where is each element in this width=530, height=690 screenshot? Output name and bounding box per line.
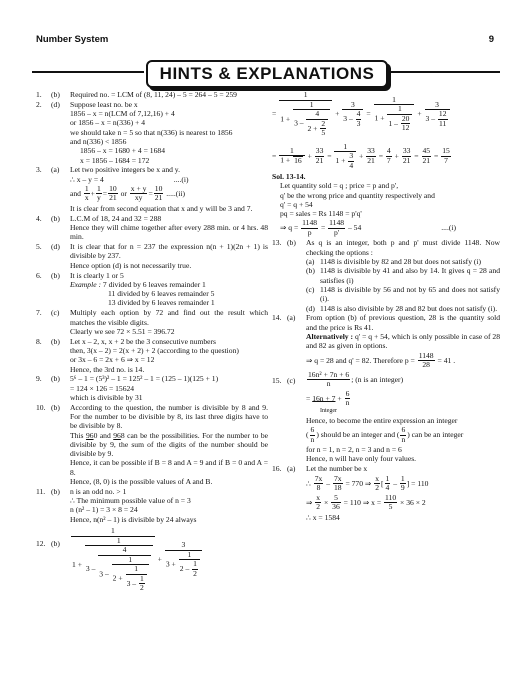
answer-4: 4. (b) L.C.M of 18, 24 and 32 = 288 Hence they will chime together after every 288 min. or 4 hrs. 48 min.	[36, 213, 268, 242]
banner-rule-left	[32, 71, 144, 73]
answer-13: 13. (b) As q is an integer, both p and p' must divide 1148. Now checking the options : (a) 1148 is divisible by 82 and 28 but does not satisfy (i) (b) 1148 is divisible by 41 and also by 14. It gives q = 28 and satisfies (i) (c) 1148 is divisible by 56 and not by 65 and does not satisfy (i). (d) 1148 is also divisible by 28 and 82 but does not satisfy (i).	[272, 238, 500, 313]
answer-14: 14. (a) From option (b) of previous question, 28 is the quantity sold and the price is Rs 41. Alternatively : q' = q + 54, which is only possible in case of 28 and 82 as given in options. ⇒ q = 28 and q' = 82. Therefore p = $\frac{1148}{28}$ = 41 .	[272, 313, 501, 370]
solution-13-14: Let quantity sold = q ; price = p and p', q' be the wrong price and quantity respectively and q' = q + 54 pq = sales = Rs 1148 = p'q' ⇒ q = $\frac{1148}{p}$ = $\frac{1148}{p'}$ – 54 ....(i)	[280, 181, 457, 237]
equation-12-step2: = 1 1 + 16 + $\frac{33}{21}$ = 1 1 + $\frac{3}{4}$ + $\frac{33}{21}$ = $\frac{4}{7}$ + $\frac{33}{21}$ = $\frac{45}{21}$ = $\frac{15}{7}$	[272, 141, 450, 170]
answer-12: 12. (b) 1 1 + 1 3 – 4 3 – 1 2 + 1 3 – $\frac{1}{2}$ + 3 3 + 1 2 – $\frac{1}{2}$	[36, 527, 268, 593]
page-number: 9	[488, 34, 494, 45]
answer-5: 5. (d) It is clear that for n = 237 the expression n(n + 1)(2n + 1) is divisible by 237. Hence option (d) is not necessarily true.	[36, 242, 268, 270]
left-column	[36, 90, 268, 594]
integer-tag: Integer	[320, 407, 337, 414]
answer-6: 6. (b) It is clearly 1 or 5 Example : 7 divided by 6 leaves remainder 1 11 divided by 6 leaves remainder 5 13 divided by 6 leaves remainder 1	[36, 270, 215, 308]
answer-10: 10. (b) According to the question, the number is divisible by 8 and 9. For the number to be divisible by 8, its last three digits have to be divisible by 8. This 960 and 968 can be the possibilities. For the number to be divisible by 9, the sum of the digits of the number should be divisible by 9. Hence, it can be possible if B = 8 and A = 9 and if B = 0 and A = 8. Hence, (8, 0) is the possible values of A and B.	[36, 402, 269, 487]
answer-16: 16. (a) Let the number be x ∴ $\frac{7x}{8}$ – $\frac{7x}{18}$ = 770 ⇒ $\frac{x}{2}$ [ $\frac{1}{4}$ – $\frac{1}{9}$ ] = 110 ⇒ $\frac{x}{2}$ × $\frac{5}{36}$ = 110 ⇒ x = $\frac{110}{5}$ × 36 × 2 ∴ x = 1584	[272, 464, 429, 522]
section-title: Number System	[36, 34, 109, 45]
answer-2: 2. (d) Suppose least no. be x 1856 – x = n(LCM of 7,12,16) + 4 or 1856 – x = n(336) + 4 we should take n = 5 so that n(336) is nearest to 1856 and n(336) < 1856 1856 – x = 1680 + 4 = 1684 x = 1856 – 1684 = 172	[36, 99, 233, 165]
answer-7: 7. (c) Multiply each option by 72 and find out the result which matches the visible digits. Clearly we see 72 × 5.51 = 396.72	[36, 308, 268, 336]
banner-rule-right	[386, 71, 500, 73]
answer-11: 11. (b) n is an odd no. > 1 ∴ The minimum possible value of n = 3 n (n² – 1) = 3 × 8 = 24 Hence, n(n² – 1) is divisible by 24 always	[36, 486, 197, 524]
answer-8: 8. (b) Let x – 2, x, x + 2 be the 3 consecutive numbers then, 3(x – 2) = 2(x + 2) + 2 (according to the question) or 3x – 6 = 2x + 6 ⇒ x = 12 Hence, the 3rd no. is 14.	[36, 336, 239, 374]
equation-3-ii: and $\frac{1}{x}$ + $\frac{1}{y}$ = $\frac{10}{21}$ or $\frac{x + y}{xy}$ = $\frac{10}{21}$ .....(ii)	[70, 183, 186, 203]
answer-15: 15. (c) $\frac{\text{16n² + 7n + 6}}{n}$ ; (n is an integer) = 16n + 7 + $\frac{6}{n}$ Integer Hence, to become the entire expression an integer ( $\frac{6}{n}$ ) should be an integer and ( $\frac{6}{n}$ ) can be an integer for n = 1, n = 2, n = 3 and n = 6 Hence, n will have only four values.	[272, 371, 500, 464]
answer-1: 1. (b) Required no. = LCM of (8, 11, 24) – 5 = 264 – 5 = 259	[36, 90, 237, 99]
equation-12-step1: = 1 1 + 1 3 – 4 2 + $\frac{2}{5}$ + 3 3 – $\frac{4}{3}$ = 1 1 + 1 1 – $\frac{20}{12}$ + 3 3 – $\frac{12}{11}$	[272, 91, 500, 138]
right-column	[272, 90, 500, 522]
section-banner: HINTS & EXPLANATIONS	[146, 60, 388, 88]
answer-3: 3. (a) Let two positive integers be x and y. ∴ x – y = 4 ....(i) and $\frac{1}{x}$ + $\frac{1}{y}$ = $\frac{10}{21}$ or $\frac{x + y}{xy}$ = $\frac{10}{21}$ .....(ii) It is clear from second equation that x and y will be 3 and 7.	[36, 165, 268, 213]
solution-13-14-heading: Sol. 13-14.	[272, 172, 306, 181]
continued-fraction-12: 1 1 + 1 3 – 4 3 – 1 2 + 1 3 – $\frac{1}{2}$ + 3 3 + 1 2 – $\frac{1}{2}$	[70, 527, 268, 593]
running-header	[36, 34, 494, 50]
answer-9: 9. (b) 5⁶ – 1 = (5³)² – 1 = 125² – 1 = (125 – 1)(125 + 1) = 124 × 126 = 15624 which is divisible by 31	[36, 374, 219, 402]
